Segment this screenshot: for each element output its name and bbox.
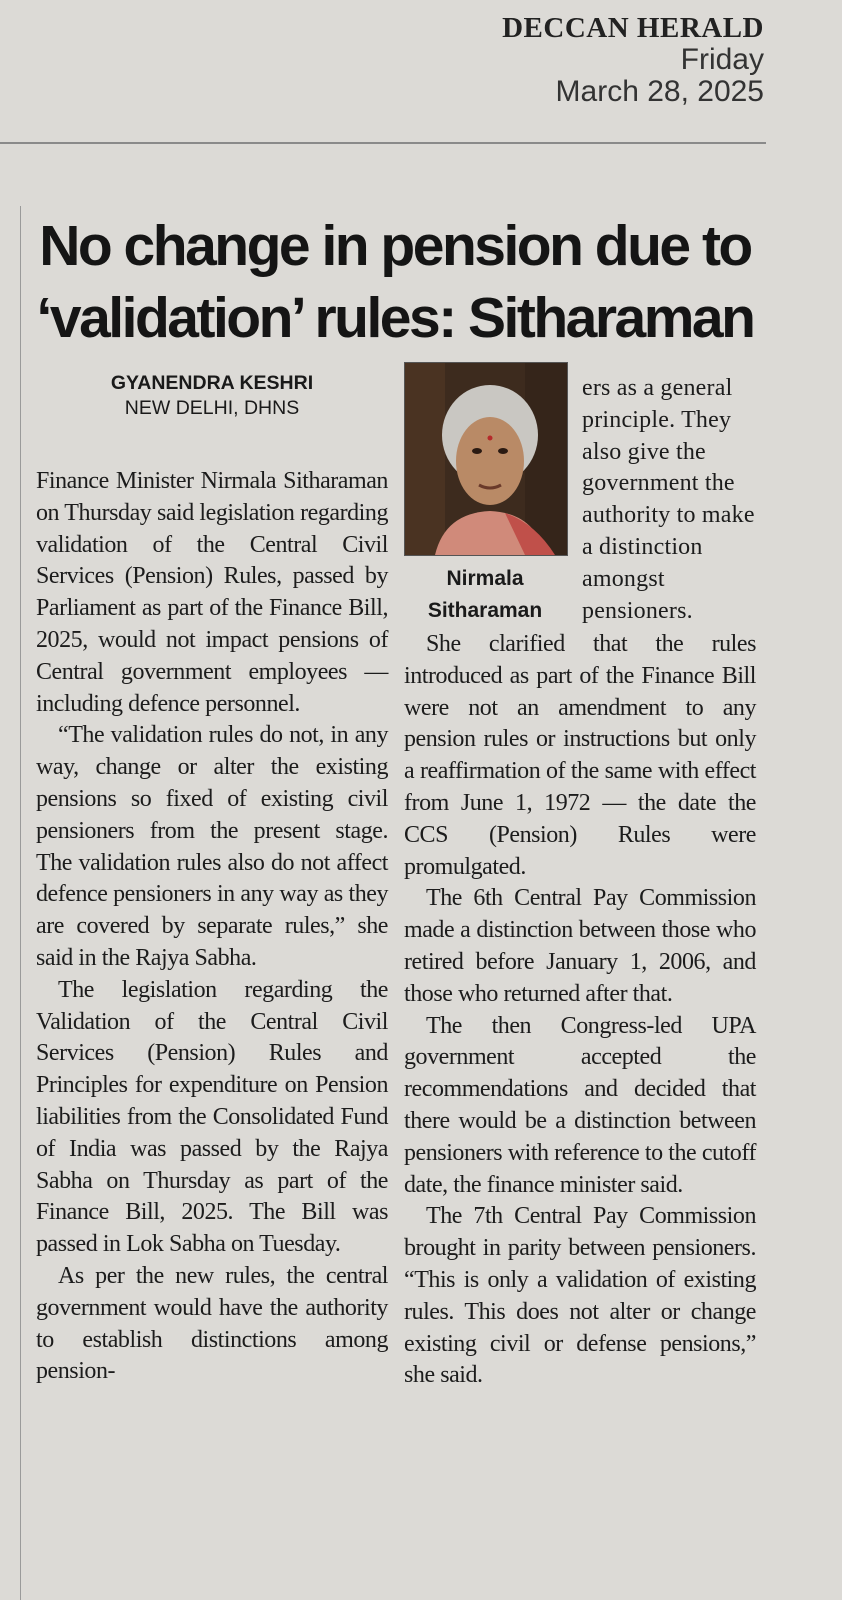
- masthead-divider: [0, 142, 766, 144]
- photo-caption: [404, 563, 566, 627]
- newspaper-name: DECCAN HERALD: [502, 12, 764, 44]
- masthead: [502, 12, 764, 108]
- publication-date: March 28, 2025: [555, 75, 764, 108]
- headline-line-2: ‘validation’ rules: Sitharaman: [36, 286, 754, 350]
- article-column-2-top: [582, 373, 762, 627]
- paragraph: As per the new rules, the central government would have the authority to establish distinctions among pension-: [36, 1262, 388, 1385]
- column-divider: [20, 206, 21, 1600]
- headline: [30, 210, 760, 354]
- paragraph: She clarified that the rules introduced as part of the Finance Bill were not an amendment to any pension rules or instructions but only a reaffirmation of the same with effect from June 1, 1972 — the date the CCS (Pension) Rules were promulgated.: [404, 631, 756, 880]
- author-name: GYANENDRA KESHRI: [110, 372, 314, 394]
- caption-line-1: Nirmala: [446, 567, 524, 590]
- paragraph: ers as a general principle. They also give the government the authority to make a distinction amongst pensioners.: [582, 375, 755, 624]
- dateline: NEW DELHI, DHNS: [124, 397, 300, 419]
- paragraph: Finance Minister Nirmala Sitharaman on Thursday said legislation regarding validation of the Central Civil Services (Pension) Rules, passed by Parliament as part of the Finance Bill, 2025, would not impact pensions of Central government employees — including defence personnel.: [36, 468, 388, 717]
- paragraph: The 6th Central Pay Commission made a distinction between those who retired before January 1, 2006, and those who returned after that.: [404, 885, 756, 1007]
- headline-line-1: No change in pension due to: [39, 214, 751, 278]
- article-column-2: [404, 629, 756, 1392]
- article-column-1: [36, 466, 388, 1388]
- portrait-photo: [404, 362, 568, 556]
- paragraph: The legislation regarding the Validation of the Central Civil Services (Pension) Rules and Principles for expenditure on Pension liabilities from the Consolidated Fund of India was passed by the Rajya Sabha on Thursday as part of the Finance Bill, 2025. The Bill was passed in Lok Sabha on Tuesday.: [36, 976, 388, 1258]
- caption-line-2: Sitharaman: [427, 599, 543, 622]
- portrait-image: [405, 363, 567, 555]
- paragraph: “The validation rules do not, in any way, change or alter the existing pensions so fixed of existing civil pensioners from the present stage. The validation rules also do not affect defence pensioners in any way as they are covered by separate rules,” she said in the Rajya Sabha.: [36, 722, 388, 971]
- publication-day: Friday: [680, 43, 764, 76]
- byline: [36, 371, 388, 421]
- paragraph: The 7th Central Pay Commission brought in parity between pensioners. “This is only a validation of existing rules. This does not alter or change existing civil or defense pensions,” she said.: [404, 1203, 756, 1389]
- paragraph: The then Congress-led UPA government accepted the recommendations and decided that there would be a distinction between pensioners with reference to the cutoff date, the finance minister said.: [404, 1012, 756, 1198]
